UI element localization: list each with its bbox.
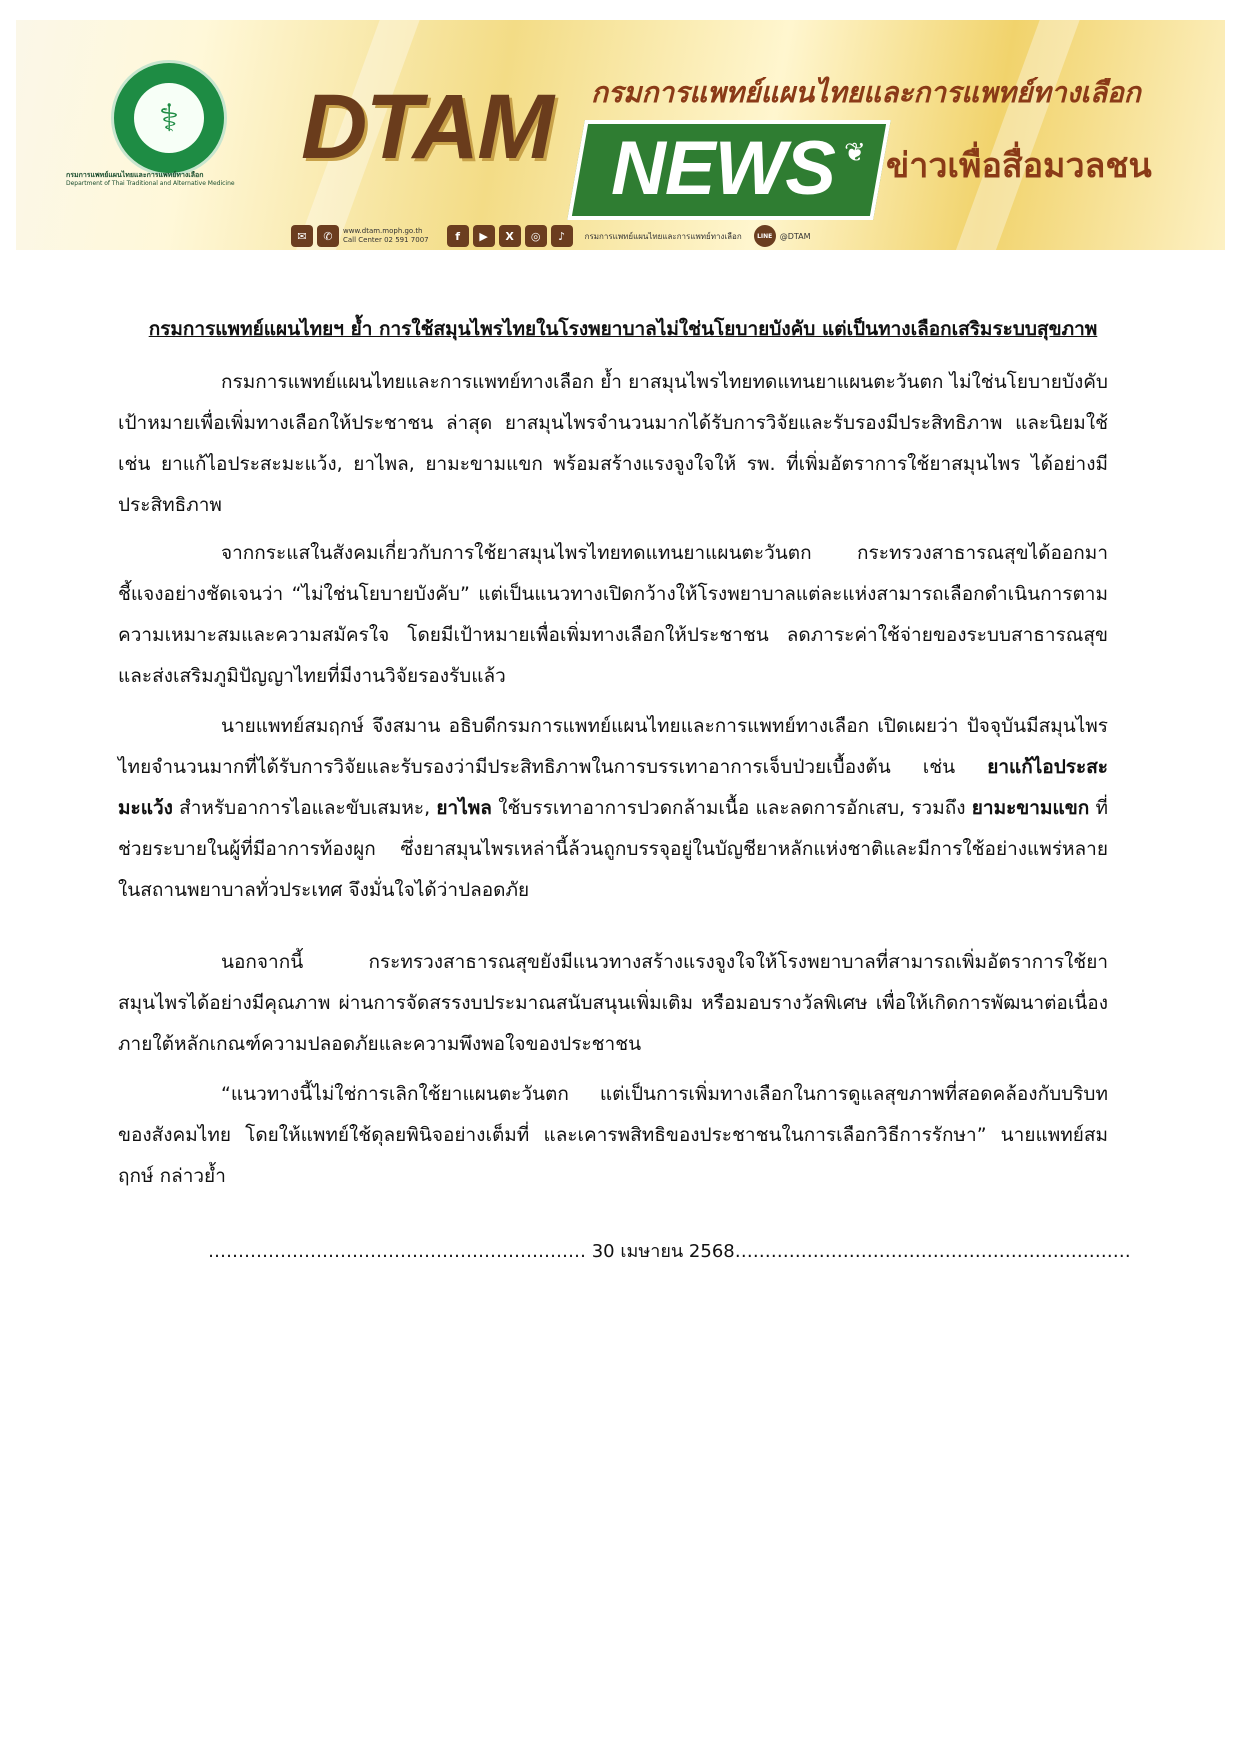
p3-text: ใช้บรรเทาอาการปวดกล้ามเนื้อ และลดการอักเสบ, รวมถึง [491,797,972,819]
call-center: Call Center 02 591 7007 [343,236,429,244]
article-headline: กรมการแพทย์แผนไทยฯ ย้ำ การใช้สมุนไพรไทยในโรงพยาบาลไม่ใช่นโยบายบังคับ แต่เป็นทางเลือกเสริมระบบสุขภาพ [148,318,1098,340]
facebook-icon[interactable]: f [447,225,469,247]
paragraph-3 [118,706,1108,911]
social-department-name: กรมการแพทย์แผนไทยและการแพทย์ทางเลือก [584,231,742,241]
department-name-thai: กรมการแพทย์แผนไทยและการแพทย์ทางเลือก [66,171,204,179]
line-id[interactable]: @DTAM [779,231,811,241]
paragraph-4: นอกจากนี้ กระทรวงสาธารณสุขยังมีแนวทางสร้างแรงจูงใจให้โรงพยาบาลที่สามารถเพิ่มอัตราการใช้ยาสมุนไพรได้อย่างมีคุณภาพ ผ่านการจัดสรรงบประมาณสนับสนุนเพิ่มเติม หรือมอบรางวัลพิเศษ เพื่อให้เกิดการพัฒนาต่อเนื่องภายใต้หลักเกณฑ์ความปลอดภัยและความพึงพอใจของประชาชน [118,951,1108,1055]
news-label: NEWS [611,126,835,211]
caduceus-icon: ⚕ [134,83,204,153]
website-link[interactable]: www.dtam.moph.go.th [343,227,423,235]
dtam-logo-text: DTAM [301,76,552,178]
leaf-icon: ❦ [844,138,866,168]
mail-icon[interactable]: ✉ [291,225,313,247]
ministry-seal-logo [111,60,227,176]
paragraph-5: “แนวทางนี้ไม่ใช่การเลิกใช้ยาแผนตะวันตก แต่เป็นการเพิ่มทางเลือกในการดูแลสุขภาพที่สอดคล้องกับบริบทของสังคมไทย โดยให้แพทย์ใช้ดุลยพินิจอย่างเต็มที่ และเคารพสิทธิของประชาชนในการเลือกวิธีการรักษา” นายแพทย์สมฤกษ์ กล่าวย้ำ [118,1083,1108,1187]
department-name-english: Department of Thai Traditional and Alternative Medicine [66,180,235,187]
media-label: ข่าวเพื่อสื่อมวลชน [886,146,1152,186]
youtube-icon[interactable]: ▶ [473,225,495,247]
drug-name-senna: ยามะขามแขก [971,797,1090,819]
p3-text: สำหรับอาการไอและขับเสมหะ, [172,797,437,819]
banner-subtitle: กรมการแพทย์แผนไทยและการแพทย์ทางเลือก [591,76,1141,109]
phone-icon[interactable]: ✆ [317,225,339,247]
banner-stripe [945,20,1087,250]
instagram-icon[interactable]: ◎ [525,225,547,247]
x-icon[interactable]: X [499,225,521,247]
dateline: ……………………………………………………… 30 เมษายน 2568………………………………………………………… [208,1241,1131,1262]
drug-name-prasamawaeng: ยาแก้ไอประสะมะแว้ง [118,756,1108,819]
header-banner [16,20,1225,250]
contact-row [291,225,811,247]
p3-text: ที่ช่วยระบายในผู้ที่มีอาการท้องผูก ซึ่งยาสมุนไพรเหล่านี้ล้วนถูกบรรจุอยู่ในบัญชียาหลักแห่งชาติและมีการใช้อย่างแพร่หลายในสถานพยาบาลทั่วประเทศ จึงมั่นใจได้ว่าปลอดภัย [118,797,1108,901]
p3-text: นายแพทย์สมฤกษ์ จึงสมาน อธิบดีกรมการแพทย์แผนไทยและการแพทย์ทางเลือก เปิดเผยว่า ปัจจุบันมีสมุนไพรไทยจำนวนมากที่ได้รับการวิจัยและรับรองว่ามีประสิทธิภาพในการบรรเทาอาการเจ็บป่วยเบื้องต้น เช่น [118,715,1108,778]
contact-info [343,227,429,245]
drug-name-phlai: ยาไพล [436,797,492,819]
tiktok-icon[interactable]: ♪ [551,225,573,247]
line-icon[interactable]: LINE [754,225,776,247]
paragraph-2: จากกระแสในสังคมเกี่ยวกับการใช้ยาสมุนไพรไทยทดแทนยาแผนตะวันตก กระทรวงสาธารณสุขได้ออกมาชี้แจงอย่างชัดเจนว่า “ไม่ใช่นโยบายบังคับ” แต่เป็นแนวทางเปิดกว้างให้โรงพยาบาลแต่ละแห่งสามารถเลือกดำเนินการตามความเหมาะสมและความสมัครใจ โดยมีเป้าหมายเพื่อเพิ่มทางเลือกให้ประชาชน ลดภาระค่าใช้จ่ายของระบบสาธารณสุข และส่งเสริมภูมิปัญญาไทยที่มีงานวิจัยรองรับแล้ว [118,542,1108,687]
paragraph-1: กรมการแพทย์แผนไทยและการแพทย์ทางเลือก ย้ำ ยาสมุนไพรไทยทดแทนยาแผนตะวันตก ไม่ใช่นโยบายบังคับ เป้าหมายเพื่อเพิ่มทางเลือกให้ประชาชน ล่าสุด ยาสมุนไพรจำนวนมากได้รับการวิจัยและรับรองมีประสิทธิภาพ และนิยมใช้ เช่น ยาแก้ไอประสะมะแว้ง, ยาไพล, ยามะขามแขก พร้อมสร้างแรงจูงใจให้ รพ. ที่เพิ่มอัตราการใช้ยาสมุนไพร ได้อย่างมีประสิทธิภาพ [118,371,1108,516]
